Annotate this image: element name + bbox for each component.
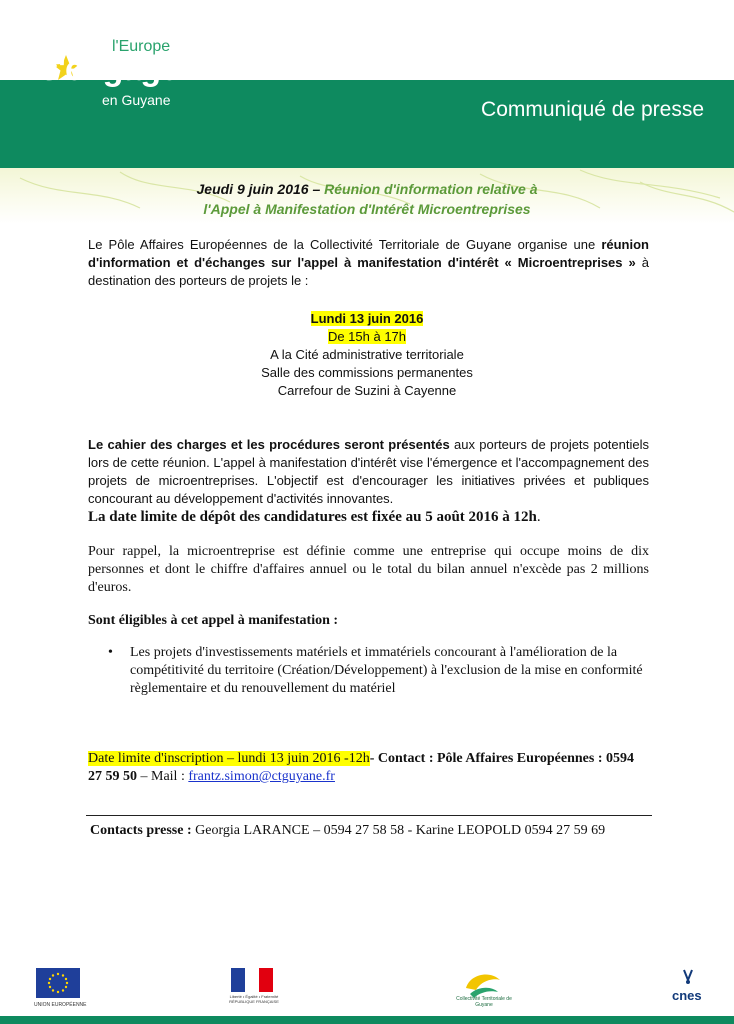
intro-bold: réunion d'information et d'échanges sur l'appel à manifestation d'intérêt « Microentreprises » <box>88 237 649 270</box>
eu-label: UNION EUROPÉENNE <box>34 1002 87 1008</box>
deadline-end: . <box>536 509 541 525</box>
logo-sub-text: en Guyane <box>102 92 171 108</box>
divider <box>86 815 652 816</box>
intro-text-2: à destination des porteurs de projets le : <box>88 255 650 288</box>
ctg-label: Collectivité Territoriale de Guyane <box>456 996 512 1008</box>
rappel-paragraph: Pour rappel, la microentreprise est définie comme une entreprise qui occupe moins de dix personnes et dont le chiffre d'affaires annuel ou le total du bilan annuel n'excède pas 2 millions d'euros. <box>88 544 649 595</box>
press-label: Contacts presse : <box>90 823 192 838</box>
page-title: Communiqué de presse <box>481 98 704 121</box>
intro-text-1: Le Pôle Affaires Européennes de la Collectivité Territoriale de Guyane organise une <box>88 237 602 252</box>
event-date: Lundi 13 juin 2016 <box>310 311 424 326</box>
event-time: De 15h à 17h <box>327 329 407 344</box>
logo-main-text: s'engage <box>40 50 179 88</box>
event-place-2: Salle des commissions permanentes <box>261 365 473 380</box>
subject-line-1 <box>0 181 734 197</box>
cahier-bold: Le cahier des charges et les procédures seront présentés <box>88 437 450 452</box>
cahier-text: aux porteurs de projets potentiels lors de cette réunion. L'appel à manifestation d'intérêt vise l'émergence et l'accompagnement des projets de microentreprises. L'objectif est d'encourager les initiatives privées et publiques concourant au développement d'activités innovantes. <box>88 437 649 506</box>
event-block <box>0 310 734 400</box>
subject-line-2 <box>0 201 734 217</box>
inscription-deadline: Date limite d'inscription – lundi 13 juin 2016 -12h <box>88 751 370 766</box>
intro-paragraph <box>88 236 649 290</box>
cnes-text: cnes <box>672 988 702 1003</box>
event-place-1: A la Cité administrative territoriale <box>270 347 464 362</box>
eu-flag-icon <box>36 968 80 998</box>
republique-francaise-logo-icon <box>231 968 273 992</box>
europe-engage-logo <box>40 28 200 118</box>
subject-title-2: l'Appel à Manifestation d'Intérêt Microentreprises <box>203 201 531 217</box>
inscription-paragraph <box>88 750 649 786</box>
cahier-paragraph <box>88 436 649 508</box>
event-place-3: Carrefour de Suzini à Cayenne <box>277 383 457 398</box>
eligibles-heading: Sont éligibles à cet appel à manifestation : <box>88 613 339 628</box>
logo-top-text: l'Europe <box>112 38 171 55</box>
deadline-text: La date limite de dépôt des candidatures est fixée au 5 août 2016 à 12h <box>88 509 537 525</box>
mail-label: – Mail : <box>137 769 189 784</box>
bullet-icon: • <box>108 645 113 660</box>
deadline-sentence <box>88 508 649 526</box>
subject-date: Jeudi 9 juin 2016 – <box>196 181 321 197</box>
bottom-bar <box>0 1016 734 1024</box>
list-item: Les projets d'investissements matériels et immatériels concourant à l'amélioration de la compétitivité du territoire (Création/Développement) à l'exclusion de la mise en conformité règlementaire et du renouvellement du matériel <box>130 645 643 696</box>
contact-info: - Contact : Pôle Affaires Européennes : 0594 27 59 50 <box>88 751 635 784</box>
press-text: Georgia LARANCE – 0594 27 58 58 - Karine LEOPOLD 0594 27 59 69 <box>191 823 606 838</box>
rf-label: Liberté • Égalité • Fraternité RÉPUBLIQUE FRANÇAISE <box>229 994 279 1004</box>
press-contacts <box>90 822 690 840</box>
eligibles-list <box>108 644 650 698</box>
email-link[interactable]: frantz.simon@ctguyane.fr <box>188 769 335 784</box>
subject-title-1: Réunion d'information relative à <box>324 181 538 197</box>
